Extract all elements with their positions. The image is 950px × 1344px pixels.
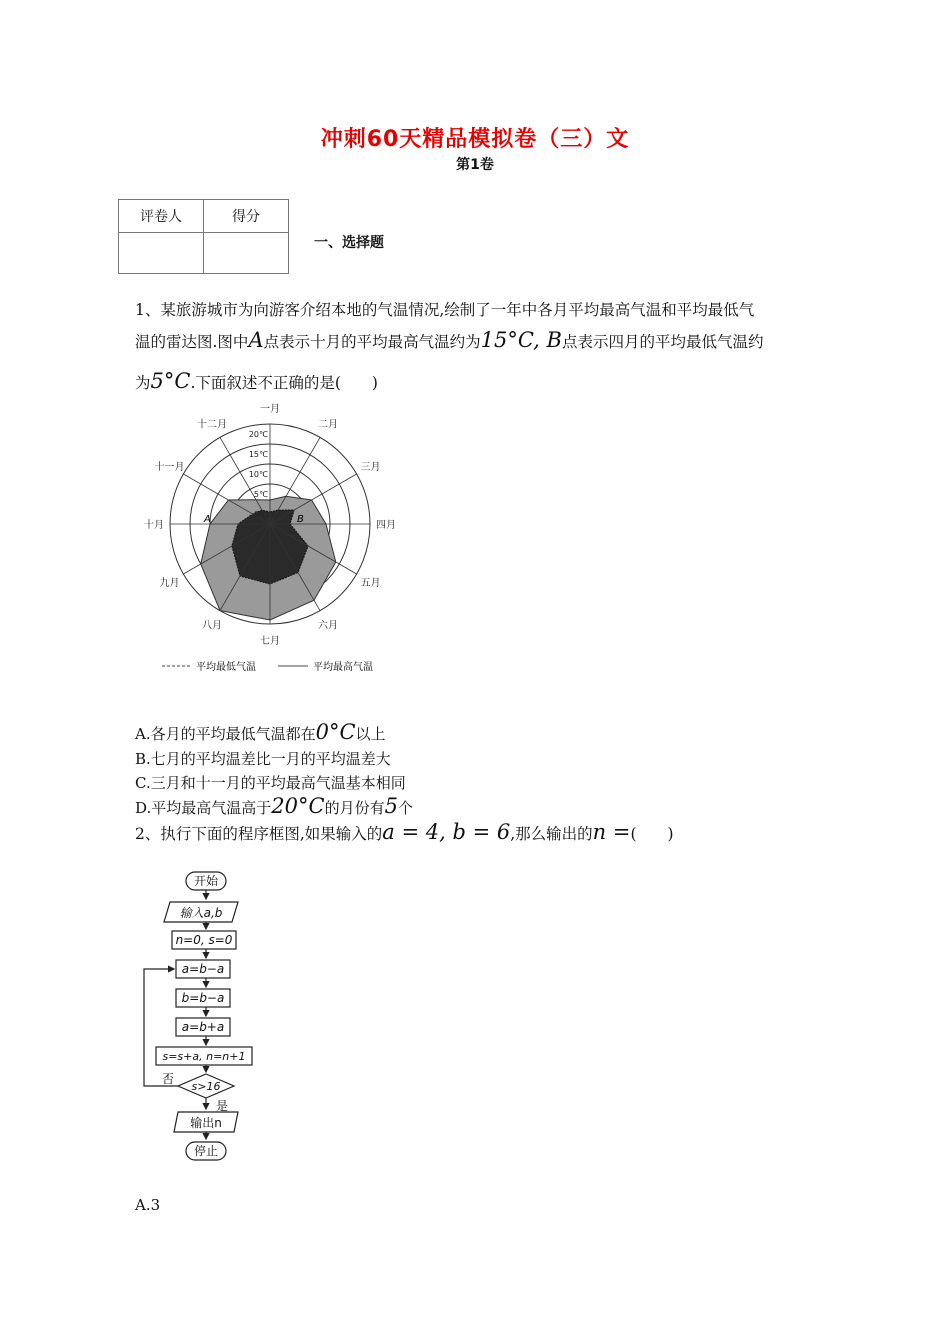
radar-month-label: 四月 <box>376 520 396 531</box>
option-text: 个 <box>397 799 413 817</box>
flow-output-label: 输出n <box>190 1116 222 1130</box>
q2-text: ,那么输出的 <box>510 825 593 843</box>
flow-step1-label: a=b−a <box>181 962 225 976</box>
option-text: 的月份有 <box>324 799 385 817</box>
flow-input-label: 输入a,b <box>179 906 223 920</box>
radar-spokes <box>170 424 370 624</box>
page-title: 冲刺60天精品模拟卷（三）文 <box>320 127 630 152</box>
math-a4-b6: a = 4, b = 6 <box>382 820 511 844</box>
q2-text: 2、执行下面的程序框图,如果输入的 <box>135 825 383 843</box>
q1-line2 <box>135 330 763 352</box>
radar-month-label: 七月 <box>260 636 280 647</box>
radar-month-label: 二月 <box>318 419 338 431</box>
radar-ring-label: 0℃ <box>253 510 268 519</box>
math-20C: 20°C <box>271 794 325 818</box>
legend-low-label: 平均最低气温 <box>196 662 256 673</box>
q2-option-a: A.3 <box>135 1196 161 1214</box>
q1-option-d <box>135 794 413 818</box>
math-A: A <box>248 328 264 352</box>
q1-line1: 1、某旅游城市为向游客介绍本地的气温情况,绘制了一年中各月平均最高气温和平均最低气 <box>135 301 755 319</box>
flow-start-label: 开始 <box>193 874 219 888</box>
q1-text: 为 <box>135 374 151 392</box>
flow-step4-label: s=s+a, n=n+1 <box>162 1050 246 1063</box>
score-table-grader-cell <box>119 233 204 274</box>
radar-month-label: 十一月 <box>154 462 185 473</box>
section-label: 一、选择题 <box>314 235 384 251</box>
flow-init-label: n=0, s=0 <box>175 933 233 947</box>
math-5C: 5°C <box>150 369 191 393</box>
flowchart <box>138 866 268 1166</box>
option-text: D.平均最高气温高于 <box>135 799 272 817</box>
radar-ring-label: 5℃ <box>253 490 268 499</box>
radar-month-label: 六月 <box>318 620 338 632</box>
point-label-B: B <box>297 514 304 525</box>
radar-month-label: 十月 <box>144 520 164 531</box>
radar-month-label: 三月 <box>360 462 381 473</box>
q1-text: 点表示十月的平均最高气温约为 <box>263 333 481 351</box>
radar-ring-label: 15℃ <box>248 450 268 459</box>
score-table-grader-header: 评卷人 <box>119 200 204 233</box>
radar-month-label: 八月 <box>202 620 222 632</box>
q1-text: .下面叙述不正确的是( ) <box>190 374 378 392</box>
q1-text: 温的雷达图.图中 <box>135 333 249 351</box>
q1-option-c: C.三月和十一月的平均最高气温基本相同 <box>135 774 406 792</box>
flow-cond-label: s>16 <box>191 1080 221 1093</box>
q1-line3 <box>135 371 378 393</box>
q2-stem <box>135 822 674 844</box>
q1-option-a <box>135 720 386 744</box>
radar-month-label: 九月 <box>159 578 180 589</box>
score-table-score-header: 得分 <box>204 200 289 233</box>
radar-ring-label: 20℃ <box>248 430 268 439</box>
score-table <box>118 199 289 274</box>
radar-month-label: 五月 <box>360 578 381 589</box>
math-15C-B: 15°C, B <box>480 328 562 352</box>
radar-month-label: 一月 <box>260 404 280 415</box>
page-subtitle: 第1卷 <box>456 157 494 173</box>
q1-option-b: B.七月的平均温差比一月的平均温差大 <box>135 750 391 768</box>
flow-loop-arrow <box>144 969 178 1086</box>
math-0C: 0°C <box>315 720 356 744</box>
flow-stop-label: 停止 <box>193 1144 219 1158</box>
radar-month-label: 十二月 <box>197 419 227 431</box>
radar-ring-label: 10℃ <box>248 470 268 479</box>
option-text: A.各月的平均最低气温都在 <box>135 725 316 743</box>
q2-text: ( ) <box>630 825 674 843</box>
math-n: n = <box>592 820 631 844</box>
legend-high-label: 平均最高气温 <box>313 662 373 673</box>
flow-step3-label: a=b+a <box>181 1020 225 1034</box>
score-table-score-cell <box>204 233 289 274</box>
option-text: 以上 <box>355 725 386 743</box>
flow-yes-label: 是 <box>215 1099 229 1113</box>
radar-chart <box>140 398 400 678</box>
flow-step2-label: b=b−a <box>181 991 225 1005</box>
math-5: 5 <box>384 794 398 818</box>
q1-text: 点表示四月的平均最低气温约 <box>561 333 764 351</box>
flow-no-label: 否 <box>161 1072 175 1086</box>
point-label-A: A <box>204 514 211 525</box>
